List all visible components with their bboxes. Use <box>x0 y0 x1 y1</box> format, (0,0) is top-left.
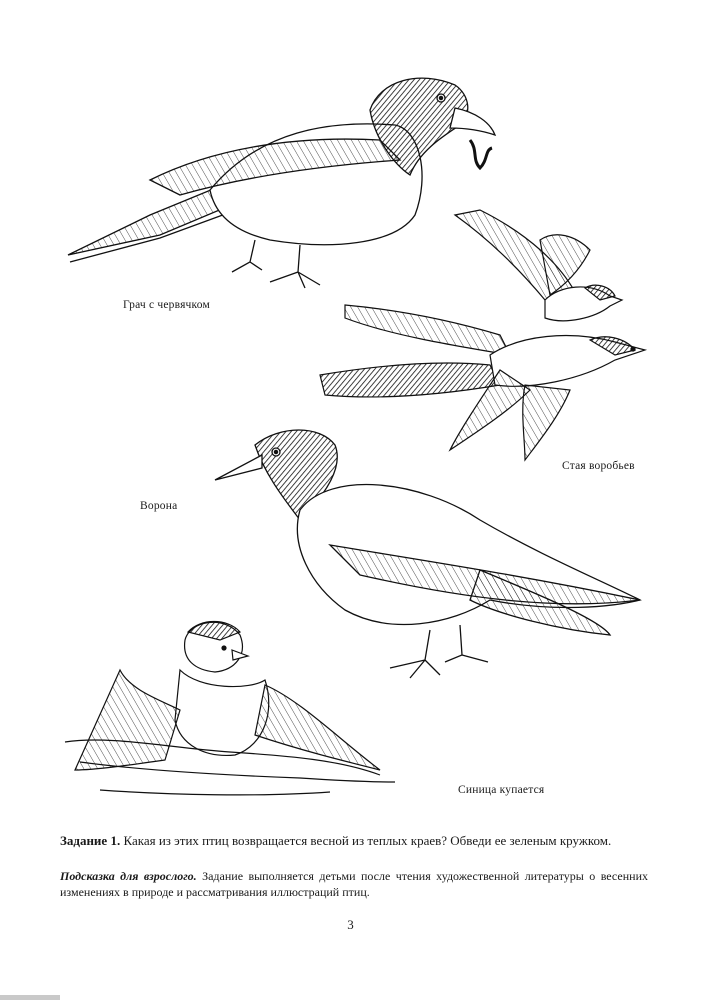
sparrows-drawing <box>320 210 645 460</box>
rook-drawing <box>68 78 495 288</box>
page-number: 3 <box>347 917 354 932</box>
caption-tit: Синица купается <box>458 784 545 796</box>
caption-sparrows: Стая воробьев <box>562 460 635 472</box>
task-paragraph <box>60 832 648 849</box>
task-label: Задание 1. <box>60 833 121 848</box>
scan-edge-mark <box>0 995 60 1000</box>
hint-paragraph <box>60 868 648 900</box>
tit-drawing <box>65 622 395 795</box>
hint-text: Задание выполняется детьми после чтения художественной литературы о весенних изменениях в природе и рассматривания иллюстраций птиц. <box>60 869 648 899</box>
task-text: Какая из этих птиц возвращается весной из теплых краев? Обведи ее зеленым кружком. <box>120 833 612 848</box>
caption-crow: Ворона <box>140 500 178 512</box>
caption-rook: Грач с червячком <box>123 299 210 311</box>
hint-label: Подсказка для взрослого. <box>60 869 197 883</box>
